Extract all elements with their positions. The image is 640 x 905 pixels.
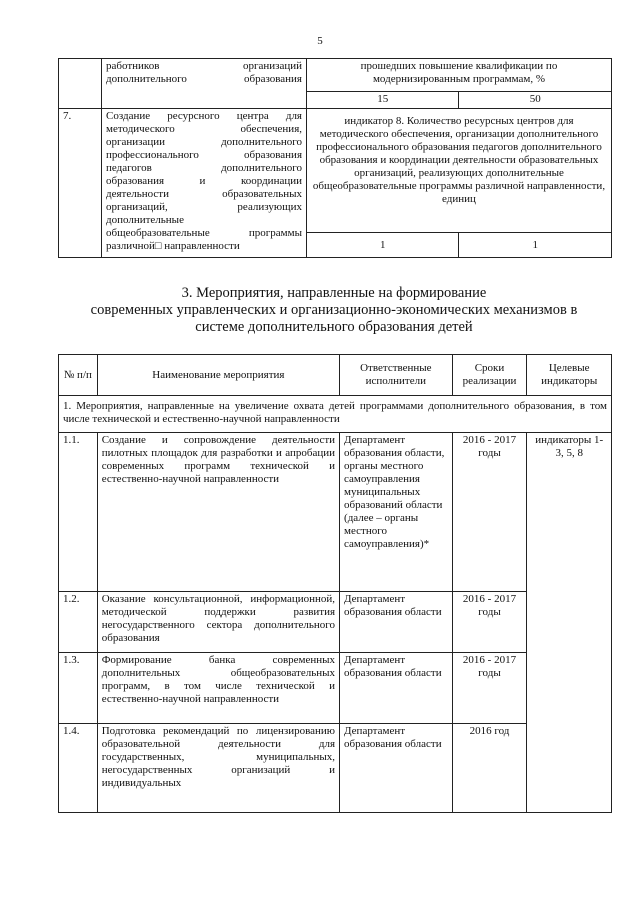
activity-name-line: деятельности образовательных	[106, 188, 302, 200]
page-number: 5	[317, 35, 323, 47]
activity-name-cell: Оказание консультационной, информационной, методической поддержки развития негосударственного сектора дополнительного образования	[97, 592, 339, 653]
activity-name-line: различной□ направленности	[106, 240, 240, 252]
activity-name-cell: Подготовка рекомендаций по лицензированию образовательной деятельности для государственных, муниципальных, негосударственных организаций и индивидуальных	[97, 724, 339, 813]
activity-name-line: образования и координации	[106, 175, 302, 187]
responsible-cell: Департамент образования области	[340, 592, 453, 653]
responsible-cell: Департамент образования области	[340, 653, 453, 724]
term-cell: 2016 - 2017 годы	[452, 592, 527, 653]
table-row	[59, 59, 612, 92]
activity-name-line: профессионального образования	[106, 149, 302, 161]
value-cell: 1	[459, 233, 612, 258]
section-row	[59, 396, 612, 433]
value-cell: 50	[459, 92, 612, 109]
table-row	[59, 109, 612, 233]
header-indicators: Целевые индикаторы	[527, 355, 612, 396]
value-cell: 1	[307, 233, 459, 258]
section-heading-line: современных управленческих и организационно-экономических механизмов в	[90, 302, 578, 318]
value-cell: 15	[307, 92, 459, 109]
table-header-row	[59, 355, 612, 396]
indicators-cell: индикаторы 1-3, 5, 8	[527, 433, 612, 813]
activity-name-cell: Создание и сопровождение деятельности пилотных площадок для разработки и апробации современных программ технической и естественно-научной направленности	[97, 433, 339, 592]
header-responsible: Ответственные исполнители	[340, 355, 453, 396]
top-table	[58, 58, 612, 258]
section-heading-line: системе дополнительного образования детей	[195, 319, 473, 335]
term-cell: 2016 - 2017 годы	[452, 433, 527, 592]
section-title: 1. Мероприятия, направленные на увеличение охвата детей программами дополнительного образования, в том числе технической и естественно-научной направленности	[59, 396, 612, 433]
indicator-text: индикатор 8. Количество ресурсных центров для методического обеспечения, организации дополнительного профессионального образования педагогов дополнительного образования и координации деятельности образовательных организаций, реализующих дополнительные общеобразовательные программы различной направленности, единиц	[312, 115, 606, 205]
row-number-cell: 1.4.	[59, 724, 98, 813]
indicator-cell	[307, 109, 612, 233]
header-term: Сроки реализации	[452, 355, 527, 396]
activity-name-cell	[102, 59, 307, 109]
row-number-cell: 1.1.	[59, 433, 98, 592]
activity-name-line: методического обеспечения,	[106, 123, 302, 135]
activity-name-line: организации дополнительного	[106, 136, 302, 148]
row-number-cell: 1.2.	[59, 592, 98, 653]
header-name: Наименование мероприятия	[97, 355, 339, 396]
term-cell: 2016 - 2017 годы	[452, 653, 527, 724]
activity-name-line: организаций, реализующих	[106, 201, 302, 213]
indicator-cell	[307, 59, 612, 92]
activity-name-line: Создание ресурсного центра для	[106, 110, 302, 122]
activity-name-line: общеобразовательные программы	[106, 227, 302, 239]
table-row	[59, 433, 612, 592]
activities-table	[58, 354, 612, 813]
row-number-cell	[59, 59, 102, 109]
section-heading	[60, 285, 608, 336]
indicator-text: прошедших повышение квалификации по модернизированным программам, %	[360, 60, 558, 85]
activity-name-cell	[102, 109, 307, 258]
row-number-cell: 7.	[59, 109, 102, 258]
section-heading-line: 3. Мероприятия, направленные на формирование	[181, 285, 487, 301]
term-cell: 2016 год	[452, 724, 527, 813]
activity-name-line: педагогов дополнительного	[106, 162, 302, 174]
responsible-cell: Департамент образования области, органы местного самоуправления муниципальных образований области (далее – органы местного самоуправления)*	[340, 433, 453, 592]
activity-name: работников организаций дополнительного образования	[106, 60, 302, 85]
activity-name-cell: Формирование банка современных дополнительных общеобразовательных программ, в том числе технической и естественно-научной направленности	[97, 653, 339, 724]
activity-name-line: дополнительные	[106, 214, 184, 226]
row-number-cell: 1.3.	[59, 653, 98, 724]
responsible-cell: Департамент образования области	[340, 724, 453, 813]
header-number: № п/п	[59, 355, 98, 396]
